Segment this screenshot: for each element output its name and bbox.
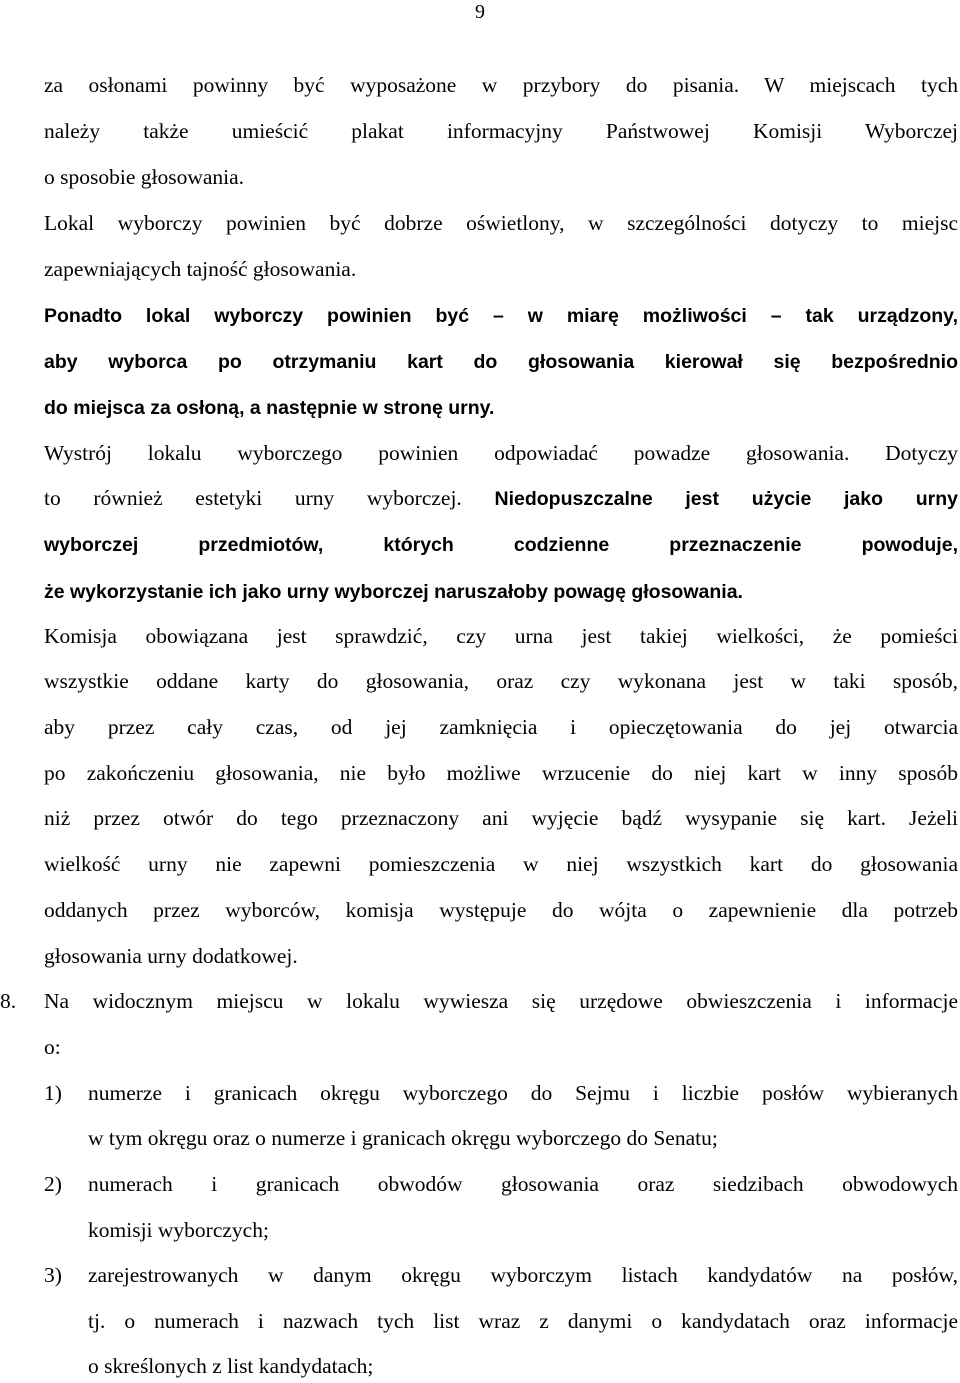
bold-text-line: do miejsca za osłoną, a następnie w stronę urny. xyxy=(44,397,495,419)
bold-text-line: aby wyborca po otrzymaniu kart do głosowania kierował się bezpośrednio xyxy=(44,351,958,373)
page-number: 9 xyxy=(475,1,485,23)
bold-text-line: wyborczej przedmiotów, których codzienne przeznaczenie powoduje, xyxy=(44,534,958,556)
list-item-line: numerach i granicach obwodów głosowania oraz siedzibach obwodowych xyxy=(88,1172,958,1196)
point-text-line: Na widocznym miejscu w lokalu wywiesza się urzędowe obwieszczenia i informacje xyxy=(44,989,958,1013)
point-text-line: o: xyxy=(44,1035,61,1059)
text-line: po zakończeniu głosowania, nie było możliwe wrzucenie do niej kart w inny sposób xyxy=(44,761,958,785)
list-item-line: tj. o numerach i nazwach tych list wraz z danymi o kandydatach oraz informacje xyxy=(88,1309,958,1333)
text-line: oddanych przez wyborców, komisja występuje do wójta o zapewnienie dla potrzeb xyxy=(44,898,958,922)
text-line: o sposobie głosowania. xyxy=(44,165,245,189)
mixed-text-line xyxy=(44,485,958,512)
list-item-number: 1) xyxy=(44,1081,62,1105)
list-item-line: zarejestrowanych w danym okręgu wyborczym listach kandydatów na posłów, xyxy=(88,1263,958,1287)
text-line: za osłonami powinny być wyposażone w przybory do pisania. W miejscach tych xyxy=(44,73,958,97)
text-line: głosowania urny dodatkowej. xyxy=(44,944,298,968)
list-item-number: 2) xyxy=(44,1172,62,1196)
text-line: Lokal wyborczy powinien być dobrze oświetlony, w szczególności dotyczy to miejsc xyxy=(44,211,958,235)
point-number: 8. xyxy=(0,989,17,1013)
text-line: wszystkie oddane karty do głosowania, oraz czy wykonana jest w taki sposób, xyxy=(44,669,958,693)
text-line: niż przez otwór do tego przeznaczony ani wyjęcie bądź wysypanie się kart. Jeżeli xyxy=(44,806,958,830)
text-bold: Niedopuszczalne jest użycie jako urny xyxy=(494,488,958,510)
text-line: należy także umieścić plakat informacyjny Państwowej Komisji Wyborczej xyxy=(44,119,958,143)
text-line: wielkość urny nie zapewni pomieszczenia w niej wszystkich kart do głosowania xyxy=(44,852,958,876)
list-item-line: numerze i granicach okręgu wyborczego do Sejmu i liczbie posłów wybieranych xyxy=(88,1081,958,1105)
text-line: zapewniających tajność głosowania. xyxy=(44,257,357,281)
bold-text-line: Ponadto lokal wyborczy powinien być – w miarę możliwości – tak urządzony, xyxy=(44,305,958,327)
text-line: Wystrój lokalu wyborczego powinien odpowiadać powadze głosowania. Dotyczy xyxy=(44,441,958,465)
text-line: aby przez cały czas, od jej zamknięcia i opieczętowania do jej otwarcia xyxy=(44,715,958,739)
list-item-number: 3) xyxy=(44,1263,62,1287)
bold-text-line: że wykorzystanie ich jako urny wyborczej naruszałoby powagę głosowania. xyxy=(44,581,743,603)
list-item-line: komisji wyborczych; xyxy=(88,1218,269,1242)
list-item-line: w tym okręgu oraz o numerze i granicach okręgu wyborczego do Senatu; xyxy=(88,1126,718,1150)
text-line: Komisja obowiązana jest sprawdzić, czy urna jest takiej wielkości, że pomieści xyxy=(44,624,958,648)
list-item-line: o skreślonych z list kandydatach; xyxy=(88,1354,374,1378)
text-normal: to również estetyki urny wyborczej. xyxy=(44,486,462,510)
